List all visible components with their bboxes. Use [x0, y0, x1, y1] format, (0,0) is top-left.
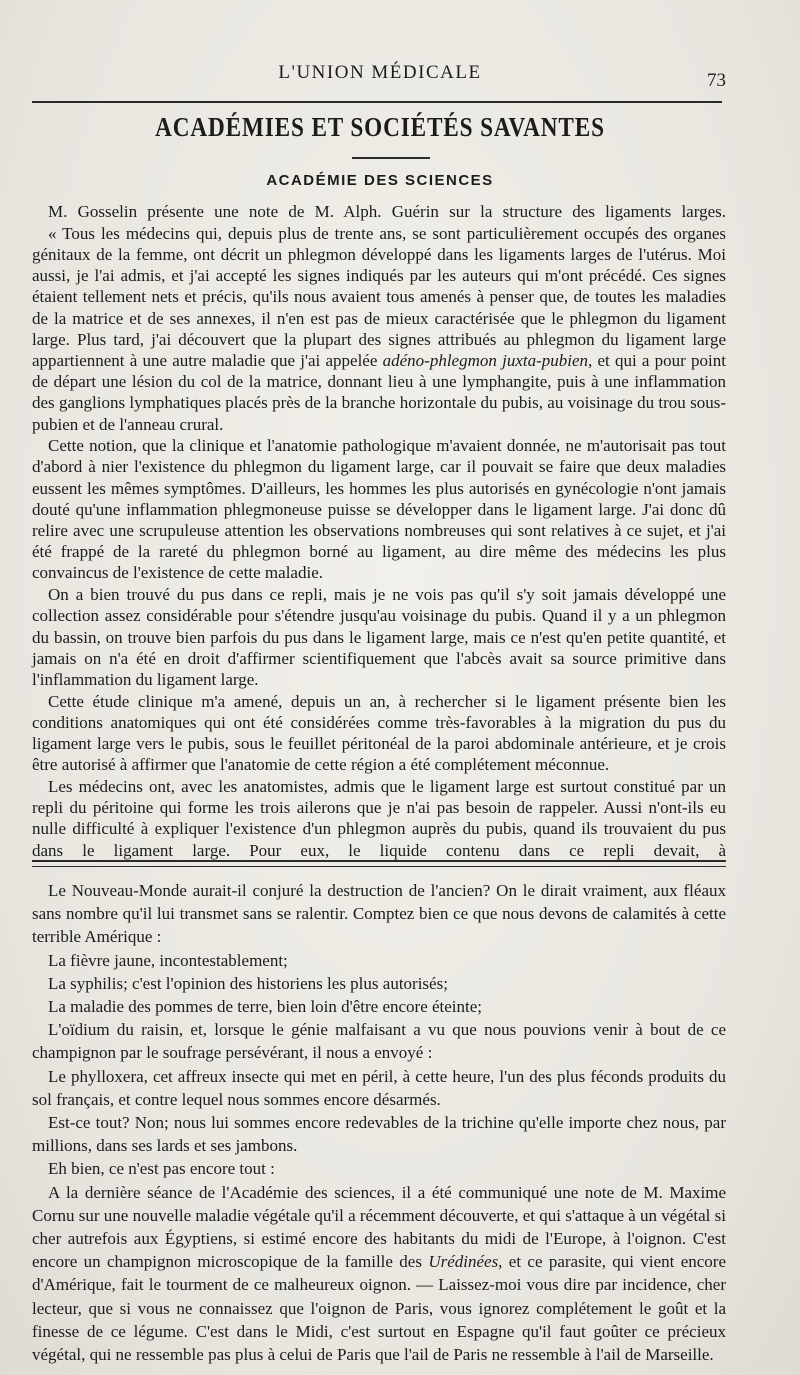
article-paragraph — [32, 223, 726, 435]
subsection-title: ACADÉMIE DES SCIENCES — [266, 172, 494, 189]
feuilleton-rule — [32, 860, 726, 862]
section-title: ACADÉMIES ET SOCIÉTÉS SAVANTES — [155, 112, 605, 142]
article-paragraph: On a bien trouvé du pus dans ce repli, mais je ne vois pas qu'il s'y soit jamais développé une collection assez considérable pour s'étendre jusqu'au voisinage du pubis. Quand il y a un phlegmon du bassin, on trouve bien parfois du pus dans le ligament large, mais ce n'est qu'en petite quantité, et jamais on n'a été en droit d'affirmer scientifiquement que l'abcès avait sa source primitive dans l'inflammation du ligament large. — [32, 585, 726, 689]
feuilleton-paragraph: Eh bien, ce n'est pas encore tout : — [48, 1159, 275, 1179]
feuilleton-paragraph — [32, 1181, 726, 1367]
feuilleton-body — [32, 879, 726, 1366]
feuilleton-paragraph: Le phylloxera, cet affreux insecte qui met en péril, à cette heure, l'un des plus féconds produits du sol français, et contre lequel nous sommes encore désarmés. — [32, 1066, 726, 1109]
feuilleton-paragraph: La maladie des pommes de terre, bien loin d'être encore éteinte; — [48, 997, 483, 1017]
running-title: L'UNION MÉDICALE — [278, 62, 482, 83]
feuilleton-paragraph: L'oïdium du raisin, et, lorsque le génie malfaisant a vu que nous pouvions venir à bout de ce champignon par le soufrage persévérant, il nous a envoyé : — [32, 1020, 726, 1063]
feuilleton-paragraph: La fièvre jaune, incontestablement; — [48, 950, 288, 970]
title-rule — [352, 157, 430, 159]
article-paragraph: Cette étude clinique m'a amené, depuis un an, à rechercher si le ligament présente bien les conditions anatomiques qui ont été considérées comme très-favorables à la migration du pus du ligament large vers le pubis, sous le feuillet péritonéal de la paroi abdominale antérieure, et je crois être autorisé à affirmer que l'anatomie de cette région a été complétement méconnue. — [32, 691, 726, 775]
feuilleton-paragraph: Est-ce tout? Non; nous lui sommes encore redevables de la trichine qu'elle importe chez nous, par millions, dans ses lards et ses jambons. — [32, 1113, 726, 1156]
article-body — [32, 201, 726, 861]
feuilleton-rule-thin — [32, 866, 726, 867]
article-paragraph: Cette notion, que la clinique et l'anatomie pathologique m'avaient donnée, ne m'autorisait pas tout d'abord à nier l'existence du phlegmon du ligament large, car il pouvait se faire que deux maladies eussent les mêmes symptômes. D'ailleurs, les hommes les plus autorisés en gynécologie n'ont jamais douté qu'une inflammation phlegmoneuse puisse se développer dans le ligament large. J'ai donc dû relire avec une scrupuleuse attention les observations nombreuses qui sont relatives à ce sujet, et j'ai été frappé de la rareté du phlegmon borné au ligament, au dire même des médecins les plus convaincus de l'existence de cette maladie. — [32, 436, 726, 583]
article-italic: adéno-phlegmon juxta-pubien, — [382, 350, 593, 370]
article-text: « Tous les médecins qui, depuis plus de trente ans, se sont particulièrement occupés des organes génitaux de la femme, ont décrit un phlegmon développé dans les ligaments larges de l'utérus. Moi aussi, je l'ai admis, et j'ai accepté les signes indiqués par les auteurs qui m'ont précédé. Ces signes étaient tellement nets et précis, qu'ils nous avaient tous amenés à penser que, de toutes les maladies de la matrice et de ses annexes, il n'en est pas de mieux caractérisée que le phlegmon du ligament large. Plus tard, j'ai découvert que la plupart des signes attribués au phlegmon du ligament large appartiennent à une autre maladie que j'ai appelée — [32, 223, 726, 370]
article-paragraph: M. Gosselin présente une note de M. Alph. Guérin sur la structure des ligaments larges. — [48, 202, 726, 221]
feuilleton-text: A la dernière séance de l'Académie des sciences, il a été communiqué une note de M. Maxime Cornu sur une nouvelle maladie végétale qu'il a récemment découverte, et qui s'attaque à un végétal si cher autrefois aux Égyptiens, si estimé encore des habitants du midi de l'Europe, à l'oignon. C'est encore un champignon microscopique de la famille des — [32, 1182, 726, 1272]
feuilleton-italic: Urédinées, — [428, 1252, 503, 1272]
header-rule — [32, 101, 722, 103]
running-head — [0, 62, 800, 90]
article-text: et qui a pour point de départ une lésion du col de la matrice, donnant lieu à une lymphangite, puis à une inflammation des ganglions lymphatiques placés près de la branche horizontale du pubis, au voisinage du trou sous-pubien et de l'anneau crural. — [32, 350, 726, 434]
page-number: 73 — [707, 70, 726, 91]
article-paragraph: Les médecins ont, avec les anatomistes, admis que le ligament large est surtout constitué par un repli du péritoine qui forme les trois ailerons que je n'ai pas besoin de rappeler. Aussi n'ont-ils eu nulle difficulté à expliquer l'existence d'un phlegmon auprès du pubis, quand ils trouvaient du pus dans le ligament large. Pour eux, le liquide contenu dans ce repli devait, à — [32, 776, 726, 860]
feuilleton-paragraph: Le Nouveau-Monde aurait-il conjuré la destruction de l'ancien? On le dirait vraiment, aux fléaux sans nombre qu'il lui transmet sans se ralentir. Comptez bien ce que nous devons de calamités à cette terrible Amérique : — [32, 881, 726, 947]
feuilleton-text: et ce parasite, qui vient encore d'Amérique, fait le tourment de ce malheureux oignon. — Laissez-moi vous dire par incidence, cher lecteur, que si vous ne connaissez que l'oignon de Paris, vous ignorez complétement le goût et la finesse de ce légume. C'est dans le Midi, c'est surtout en Espagne qu'il faut goûter ce précieux végétal, qui ne ressemble pas plus à celui de Paris que l'ail de Paris ne ressemble à l'ail de Marseille. — [32, 1252, 726, 1365]
feuilleton-paragraph: La syphilis; c'est l'opinion des historiens les plus autorisés; — [48, 973, 448, 993]
